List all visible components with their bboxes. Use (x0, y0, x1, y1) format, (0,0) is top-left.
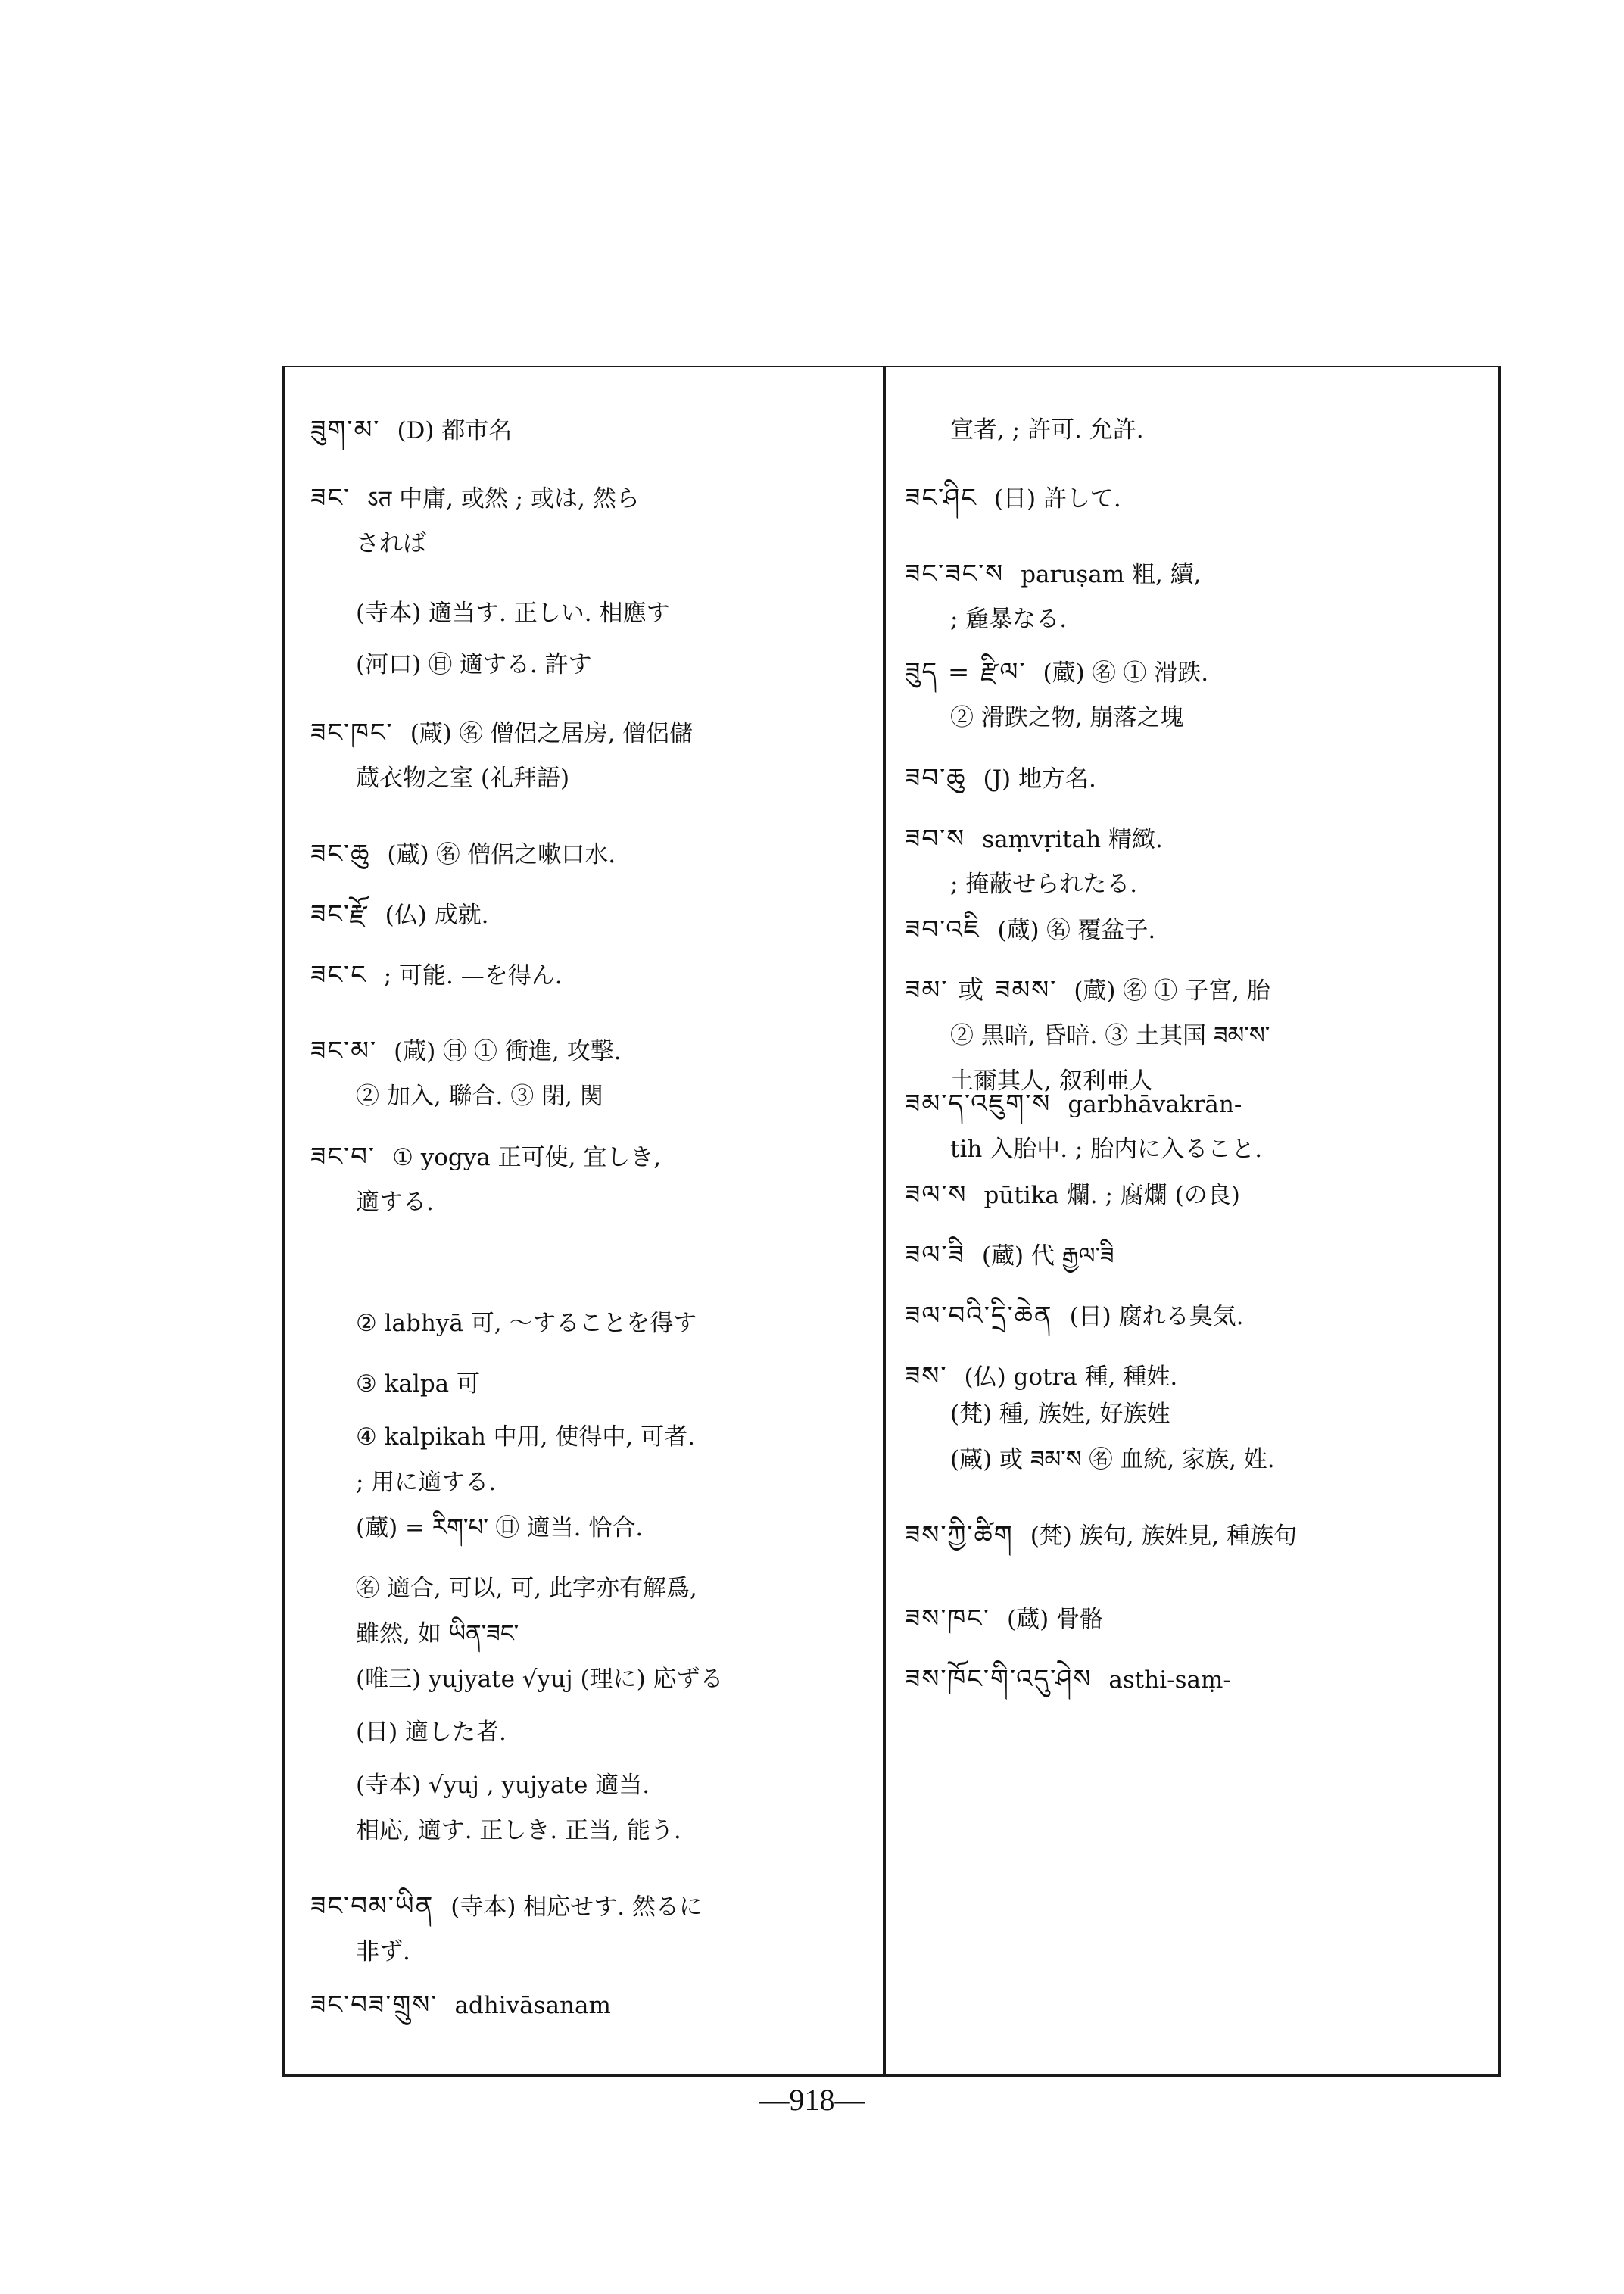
tibetan-headword: ཟང་མ་ (310, 1036, 378, 1066)
tibetan-headword: ཟང་ང (310, 960, 367, 990)
definition-text: tih 入胎中. ; 胎内に入ること. (950, 1136, 1263, 1163)
definition-text: (蔵) ㊔ 覆盆子. (997, 917, 1156, 944)
left-entry-line (310, 650, 871, 680)
definition-text: ② 滑跌之物, 崩落之塊 (950, 704, 1184, 731)
definition-text: pūtika 爛. ; 腐爛 (の良) (983, 1182, 1240, 1209)
definition-text: 非ず. (356, 1938, 410, 1965)
definition-text: ② 黒暗, 昏暗. ③ 土其国 ཟམ་ས་ (950, 1022, 1270, 1049)
definition-text: (日) 腐れる臭気. (1069, 1303, 1244, 1330)
left-entry-line (310, 1937, 871, 1967)
right-entry-line (905, 483, 1495, 514)
definition-text: ; 用に適する. (356, 1469, 497, 1496)
right-entry-line (905, 657, 1495, 688)
tibetan-headword: ཟམ་ 或 ཟམས་ (905, 975, 1058, 1005)
tibetan-headword: ཟམ་ད་འཇུག་ས (905, 1089, 1052, 1119)
definition-text: 宣者, ; 許可. 允許. (950, 416, 1144, 444)
definition-text: (蔵) 代 རྒྱལ་ཟི (981, 1242, 1114, 1270)
left-entry-line (310, 1891, 871, 1922)
left-entry-line (310, 1664, 871, 1694)
definition-text: (寺本) 適当す. 正しい. 相應す (356, 600, 670, 627)
left-entry-line (310, 1717, 871, 1747)
left-entry-line (310, 899, 871, 930)
definition-text: 蔵衣物之室 (礼拜語) (356, 765, 570, 792)
tibetan-headword: ཟང་རྫོ (310, 899, 369, 930)
left-entry-line (310, 718, 871, 749)
definition-text: ; 可能. —を得ん. (383, 962, 563, 990)
tibetan-headword: ཟབ་འཇི (905, 915, 981, 945)
left-entry-line (310, 1573, 871, 1604)
right-entry-line (905, 1180, 1495, 1211)
definition-text: (蔵) = རིག་པ་ ㊐ 適当. 恰合. (356, 1514, 644, 1541)
definition-text: ; 掩蔽せられたる. (950, 871, 1138, 898)
left-entry-line (310, 1187, 871, 1217)
left-entry-line (310, 1036, 871, 1067)
right-entry-line (905, 915, 1495, 946)
left-entry-line (310, 598, 871, 628)
right-entry-line (905, 1604, 1495, 1635)
right-entry-line (905, 559, 1495, 590)
definition-text: 土爾其人, 叙利亜人 (950, 1068, 1153, 1095)
right-entry-line (905, 604, 1495, 634)
definition-text: (寺本) 相応せす. 然るに (450, 1893, 703, 1921)
tibetan-headword: ཟུག་མ་ (310, 415, 381, 445)
left-entry-line (310, 1816, 871, 1846)
left-entry-line (310, 1081, 871, 1111)
left-entry-line (310, 1513, 871, 1543)
left-entry-line (310, 1369, 871, 1399)
tibetan-headword: ཟང་བཟ་གྲུས་ (310, 1990, 438, 2020)
tibetan-headword: ཟལ་ཟི (905, 1240, 965, 1270)
tibetan-headword: ཟས་ཀྱི་ཚིག (905, 1520, 1014, 1551)
definition-text: 雖然, 如 ཡིན་ཟང་ (356, 1620, 519, 1647)
definition-text: (蔵) 骨骼 (1007, 1606, 1104, 1633)
tibetan-headword: ཟས་ཁོང་གི་འདུ་ཤེས (905, 1664, 1093, 1694)
definition-text: (仏) gotra 種, 種姓. (964, 1364, 1178, 1391)
right-entry-line (905, 1361, 1495, 1392)
definition-text: (蔵) ㊔ ① 子宮, 胎 (1074, 977, 1270, 1005)
tibetan-headword: ཟས་ (905, 1361, 948, 1392)
definition-text: (蔵) ㊐ ① 衝進, 攻撃. (394, 1038, 622, 1065)
tibetan-headword: ཟང་ཟང་ས (905, 559, 1005, 589)
right-entry-line (905, 1301, 1495, 1332)
tibetan-headword: ཟལ་བའི་དྲི་ཆེན (905, 1301, 1053, 1331)
definition-text: (蔵) 或 ཟམ་ས ㊔ 血統, 家族, 姓. (950, 1446, 1275, 1473)
page-number: —918— (759, 2083, 865, 2117)
right-entry-line (905, 869, 1495, 899)
tibetan-headword: ཟལ་ས (905, 1180, 968, 1210)
left-entry-line (310, 483, 871, 514)
tibetan-headword: ཟང་ (310, 483, 351, 513)
definition-text: (日) 適した者. (356, 1719, 507, 1746)
left-entry-line (310, 1142, 871, 1173)
right-entry-line (905, 1445, 1495, 1475)
right-entry-line (905, 1089, 1495, 1120)
tibetan-headword: ཟུད = རྫིལ་ (905, 657, 1027, 687)
right-entry-line (905, 1134, 1495, 1164)
left-entry-line (310, 839, 871, 870)
definition-text: (D) 都市名 (397, 417, 513, 444)
definition-text: (日) 許して. (993, 485, 1121, 513)
definition-text: ㊔ 適合, 可以, 可, 此字亦有解爲, (356, 1575, 697, 1602)
tibetan-headword: ཟང་ཤིང (905, 483, 977, 513)
definition-text: 相応, 適す. 正しき. 正当, 能う. (356, 1817, 681, 1844)
definition-text: ② labhyā 可, 〜することを得す (356, 1310, 697, 1337)
definition-text: ④ kalpikah 中用, 使得中, 可者. (356, 1423, 695, 1451)
left-entry-line (310, 1770, 871, 1800)
left-entry-line (310, 1422, 871, 1452)
definition-text: saṃvṛitah 精緻. (982, 826, 1163, 853)
tibetan-headword: ཟབ་ཆུ (905, 763, 967, 793)
tibetan-headword: ཟང་བ་ (310, 1142, 376, 1172)
left-entry-line (310, 1619, 871, 1649)
right-entry-line (905, 824, 1495, 855)
tibetan-headword: ཟས་ཁང་ (905, 1604, 991, 1634)
right-entry-line (905, 1399, 1495, 1429)
right-entry-line (905, 1240, 1495, 1271)
definition-text: (梵) 種, 族姓, 好族姓 (950, 1401, 1170, 1428)
right-entry-line (905, 703, 1495, 733)
definition-text: (唯三) yujyate √yuj (理に) 応ずる (356, 1666, 724, 1693)
definition-text: ; 麁暴なる. (950, 606, 1068, 633)
tibetan-headword: ཟང་ཁང་ (310, 718, 394, 748)
left-entry-line (310, 415, 871, 446)
definition-text: adhivāsanam (454, 1992, 611, 2019)
left-entry-line (310, 960, 871, 991)
tibetan-headword: ཟང་ཆུ (310, 839, 371, 869)
right-entry-line (905, 1664, 1495, 1695)
tibetan-headword: ཟབ་ས (905, 824, 966, 854)
definition-text: paruṣam 粗, 續, (1021, 561, 1202, 588)
definition-text: 適する. (356, 1189, 434, 1216)
definition-text: ① yogya 正可使, 宜しき, (392, 1144, 662, 1171)
definition-text: (蔵) ㊔ ① 滑跌. (1043, 659, 1209, 687)
definition-text: (蔵) ㊔ 僧侶之嗽口水. (387, 841, 616, 868)
column-divider (883, 366, 886, 2077)
definition-text: ③ kalpa 可 (356, 1370, 481, 1398)
definition-text: (寺本) √yuj , yujyate 適当. (356, 1772, 650, 1799)
definition-text: asthi-saṃ- (1108, 1666, 1231, 1694)
definition-text: (梵) 族句, 族姓見, 種族句 (1030, 1523, 1298, 1550)
left-entry-line (310, 1308, 871, 1339)
definition-text: されば (356, 530, 426, 557)
right-entry-line (905, 975, 1495, 1006)
definition-text: (仏) 成就. (385, 902, 489, 929)
left-entry-line (310, 1467, 871, 1498)
definition-text: ऽत 中庸, 或然 ; 或は, 然ら (367, 485, 640, 513)
right-entry-line (905, 415, 1495, 445)
definition-text: garbhāvakrān- (1068, 1091, 1242, 1118)
definition-text: (J) 地方名. (983, 765, 1096, 793)
right-entry-line (905, 1021, 1495, 1051)
right-entry-line (905, 1520, 1495, 1551)
right-entry-line (905, 763, 1495, 794)
left-entry-line (310, 528, 871, 559)
definition-text: (蔵) ㊔ 僧侶之居房, 僧侶儲 (410, 720, 694, 747)
tibetan-headword: ཟང་བམ་ཡིན (310, 1891, 435, 1922)
definition-text: ② 加入, 聯合. ③ 閉, 関 (356, 1083, 603, 1110)
definition-text: (河口) ㊐ 適する. 許す (356, 651, 592, 678)
left-entry-line (310, 1990, 871, 2021)
left-entry-line (310, 763, 871, 793)
